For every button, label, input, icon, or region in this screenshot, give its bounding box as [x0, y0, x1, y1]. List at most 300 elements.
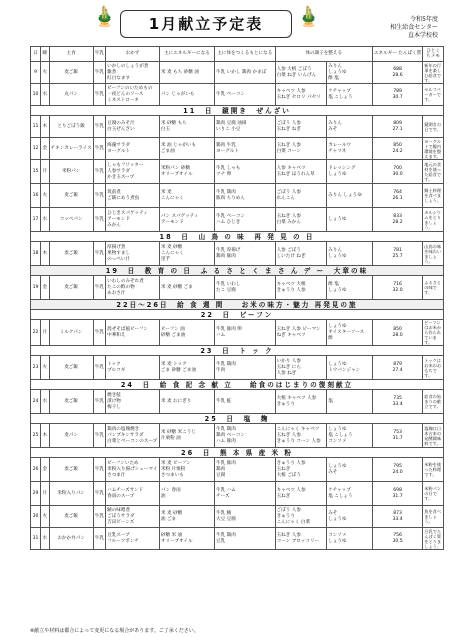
dish-cell-line: ビーフンいため: [107, 460, 139, 466]
seasoning-cell-line: しょうゆ: [328, 463, 347, 469]
col-day: 日: [31, 47, 41, 62]
memo-cell: 塩麹は日本古来の発酵調味料です。: [423, 424, 444, 448]
seasoning-cell-line: 塩 こしょう: [328, 493, 353, 499]
conditioning-ingredients-cell-line: こんにゃく キャベツ: [276, 426, 320, 432]
milk-cell: 牛乳: [93, 424, 105, 448]
conditioning-ingredients-cell-line: 玉ねぎ 人参: [276, 432, 301, 438]
seasoning-cell: [327, 84, 373, 106]
day-cell: 23: [31, 356, 41, 380]
seasoning-cell-line: しょうゆ: [328, 253, 347, 259]
seasoning-cell-line: みりん: [328, 63, 342, 69]
body-ingredients-cell: [214, 506, 275, 528]
milk-cell: 牛乳: [93, 208, 105, 232]
energy-ingredients-cell-line: ごま油: [160, 148, 175, 154]
nutrition-cell-line: 789: [393, 88, 402, 94]
conditioning-ingredients-cell-line: きゅうり コーン 人参: [276, 438, 321, 444]
conditioning-ingredients-cell-line: ごぼう 人参: [276, 189, 301, 195]
energy-ingredients-cell: [159, 116, 214, 138]
seasoning-cell-line: みりん: [328, 120, 342, 126]
body-ingredients-cell-line: いりこ 小豆: [215, 126, 241, 132]
dish-cell-line: いかしのしょうが煮: [107, 63, 149, 69]
nutrition-cell-line: 809: [393, 120, 402, 126]
weekday-cell: 火: [41, 356, 50, 380]
weekday-cell: 金: [41, 276, 50, 300]
dish-cell-line: 豆腐のみそ汁: [107, 120, 135, 126]
conditioning-ingredients-cell-line: 玉ねぎ 人参: [276, 213, 301, 219]
dish-cell-line: のっぺい汁: [107, 256, 131, 262]
energy-ingredients-cell-line: ごま 砂糖 ごま油: [160, 367, 196, 373]
conditioning-ingredients-cell-line: れんこん: [276, 195, 295, 201]
staple-cell: 米粉入りパン: [49, 482, 93, 506]
dish-cell: [106, 84, 160, 106]
conditioning-ingredients-cell-line: コーン ブロッコリー: [276, 538, 320, 544]
seasoning-cell: [327, 242, 373, 266]
conditioning-ingredients-cell-line: 玉ねぎ 人参 ピーマン: [276, 326, 321, 332]
milk-cell: 牛乳: [93, 160, 105, 184]
seasoning-cell: [327, 458, 373, 482]
day-cell: 18: [31, 242, 41, 266]
body-ingredients-cell: [214, 116, 275, 138]
dish-cell: [106, 356, 160, 380]
body-ingredients-cell: [214, 320, 275, 346]
body-ingredients-cell-line: ハム: [215, 332, 226, 338]
body-ingredients-cell: [214, 184, 275, 208]
conditioning-ingredients-cell-line: しいたけ ねぎ: [276, 253, 306, 259]
day-cell: 22: [31, 320, 41, 346]
energy-ingredients-cell: [159, 390, 214, 414]
staple-cell: コッペパン: [49, 208, 93, 232]
dish-cell: [106, 482, 160, 506]
seasoning-cell-line: 塩 こしょう: [328, 432, 353, 438]
seasoning-cell-line: みそ: [328, 126, 338, 132]
day-cell: 24: [31, 390, 41, 414]
conditioning-ingredients-cell-line: 玉ねぎ セロリ パセリ: [276, 94, 321, 100]
dish-cell-line: 雑煮: [107, 69, 117, 75]
energy-ingredients-cell: [159, 356, 214, 380]
section-band: [31, 448, 444, 458]
seasoning-cell: [327, 506, 373, 528]
dish-cell: [106, 138, 160, 160]
body-ingredients-cell-line: 牛乳 ベーコン: [215, 213, 245, 219]
dish-cell-line: 中華和え: [107, 332, 126, 338]
day-cell: 30: [31, 506, 41, 528]
conditioning-ingredients-cell: [275, 84, 327, 106]
dish-cell-line: ビーフンのいためもの: [107, 85, 153, 91]
nutrition-cell: [372, 356, 422, 380]
conditioning-ingredients-cell: [275, 62, 327, 84]
seasoning-cell: [327, 62, 373, 84]
body-ingredients-cell: [214, 208, 275, 232]
body-ingredients-cell: [214, 62, 275, 84]
menu-table: [30, 46, 444, 550]
dish-cell-line: みかん: [107, 222, 121, 228]
memo-cell: 地元の食材を使った給食です。: [423, 160, 444, 184]
energy-ingredients-cell: [159, 242, 214, 266]
conditioning-ingredients-cell-line: 玉ねぎ にら: [276, 364, 301, 370]
kadomatsu-decoration-icon: 🎍: [92, 4, 117, 28]
memo-cell: 魚を食べましょう。: [423, 506, 444, 528]
energy-ingredients-cell-line: 米 麦 ビーフン: [160, 460, 191, 466]
energy-ingredients-cell: [159, 506, 214, 528]
seasoning-cell: [327, 356, 373, 380]
body-ingredients-cell-line: たこ 豆腐: [215, 287, 236, 293]
dish-cell: [106, 424, 160, 448]
conditioning-ingredients-cell: [275, 184, 327, 208]
body-ingredients-cell: [214, 276, 275, 300]
energy-ingredients-cell-line: パン 春雨: [160, 487, 181, 493]
nutrition-cell-line: 31.7: [392, 435, 403, 441]
day-cell: 29: [31, 482, 41, 506]
conditioning-ingredients-cell-line: 玉ねぎ ねぎ: [276, 126, 301, 132]
memo-cell: 給食の始まりの献立です。: [423, 390, 444, 414]
conditioning-ingredients-cell: [275, 320, 327, 346]
nutrition-cell: [372, 424, 422, 448]
nutrition-cell-line: 27.4: [392, 367, 403, 373]
staple-cell: 麦ご飯: [49, 390, 93, 414]
nutrition-cell-line: 735: [393, 395, 402, 401]
body-ingredients-cell-line: チーズ: [215, 493, 230, 499]
energy-ingredients-cell-line: 米粉パン 砂糖: [160, 165, 190, 171]
conditioning-ingredients-cell: [275, 528, 327, 550]
dish-cell-line: 春雨のスープ: [107, 493, 135, 499]
energy-ingredients-cell: [159, 84, 214, 106]
dish-cell: [106, 390, 160, 414]
dish-cell-line: 海藻サラダ: [107, 142, 131, 148]
dish-cell-line: 白菜とベーコンのスープ: [107, 438, 158, 444]
conditioning-ingredients-cell: [275, 116, 327, 138]
conditioning-ingredients-cell-line: 玉ねぎ: [276, 466, 291, 472]
conditioning-ingredients-cell: [275, 160, 327, 184]
nutrition-cell-line: 873: [393, 510, 402, 516]
dish-cell-line: ごぼうサラダ: [107, 513, 135, 519]
body-ingredients-cell-line: ヨーグルト: [215, 148, 239, 154]
seasoning-cell-line: コンソメ: [328, 532, 347, 538]
band-label: 19 日 教 育 の 日 ふ る さ と く ま さ ん デ ー 大章の味: [31, 266, 444, 276]
staple-cell: 麦ご飯: [49, 506, 93, 528]
seasoning-cell-line: しょうゆ: [328, 516, 347, 522]
weekday-cell: 金: [41, 458, 50, 482]
day-cell: 16: [31, 184, 41, 208]
dish-cell-line: 鯖の味噌煮: [107, 507, 131, 513]
menu-row: [31, 184, 444, 208]
day-cell: 11: [31, 116, 41, 138]
dish-cell: [106, 62, 160, 84]
nutrition-cell-line: 833: [393, 213, 402, 219]
energy-ingredients-cell: [159, 160, 214, 184]
section-band: [31, 414, 444, 424]
col-ing-red: 主にエネルギーになる: [159, 47, 214, 62]
band-label: 24 日 給 食 記 念 献 立 給食のはじまりの復刻献立: [31, 380, 444, 390]
body-ingredients-cell: [214, 138, 275, 160]
body-ingredients-cell: [214, 390, 275, 414]
dish-cell-line: 焼き鮭: [107, 392, 121, 398]
conditioning-ingredients-cell-line: キャベツ 大根: [276, 281, 306, 287]
memo-cell: 豆乳でたんぱく質をとりましょう。: [423, 528, 444, 550]
body-ingredients-cell: [214, 242, 275, 266]
staple-cell: 米粉パン: [49, 160, 93, 184]
dish-cell-line: 紅白なます: [107, 75, 131, 81]
organization-info: [390, 16, 438, 40]
dish-cell-line: 梅干し: [107, 404, 121, 410]
nutrition-cell-line: 26.1: [392, 195, 403, 201]
nutrition-cell-line: 698: [393, 487, 402, 493]
energy-ingredients-cell: [159, 458, 214, 482]
conditioning-ingredients-cell-line: 白菜 ねぎ いんげん: [276, 72, 317, 78]
dish-cell-line: 米粉入り揚げシューマイ: [107, 466, 158, 472]
energy-ingredients-cell-line: こんにゃく: [160, 250, 184, 256]
nutrition-cell-line: 33.4: [392, 516, 403, 522]
dish-cell: [106, 320, 160, 346]
milk-cell: 牛乳: [93, 62, 105, 84]
conditioning-ingredients-cell-line: 白菜 コーン: [276, 148, 301, 154]
dish-cell-line: 漬け物: [107, 398, 121, 404]
conditioning-ingredients-cell: [275, 242, 327, 266]
band-label: 18 日 山 鳥 の 味 再 発 見 の 日: [31, 232, 444, 242]
seasoning-cell-line: カレールウ: [328, 142, 352, 148]
weekday-cell: 月: [41, 482, 50, 506]
weekday-cell: 水: [41, 208, 50, 232]
body-ingredients-cell-line: 鶏肉 豚肉: [215, 253, 236, 259]
energy-ingredients-cell: [159, 276, 214, 300]
col-milk: 牛乳: [93, 47, 105, 62]
seasoning-cell-line: しょうゆ: [328, 361, 347, 367]
seasoning-cell: [327, 116, 373, 138]
conditioning-ingredients-cell-line: いかり 人参: [276, 358, 301, 364]
body-ingredients-cell-line: 牛乳 鶏肉: [215, 361, 236, 367]
day-cell: 10: [31, 84, 41, 106]
day-cell: 12: [31, 138, 41, 160]
menu-row: [31, 242, 444, 266]
weekday-cell: 水: [41, 84, 50, 106]
dish-cell-line: パンプキンサラダ: [107, 432, 144, 438]
conditioning-ingredients-cell-line: ごぼう 人参: [276, 507, 301, 513]
energy-ingredients-cell-line: 米 油 じゃがいも: [160, 142, 196, 148]
seasoning-cell-line: しょうゆ: [328, 426, 347, 432]
conditioning-ingredients-cell-line: きゅうり 人参: [276, 460, 306, 466]
conditioning-ingredients-cell-line: 玉ねぎ ほうれん草: [276, 171, 315, 177]
col-staple: 主食: [49, 47, 93, 62]
menu-row: [31, 208, 444, 232]
seasoning-cell-line: しょうゆ: [328, 323, 347, 329]
conditioning-ingredients-cell-line: 大根 キャベツ 人参: [276, 395, 317, 401]
memo-cell: ビーフンはお米から作られています。: [423, 320, 444, 346]
seasoning-cell-line: 酢 塩: [328, 75, 339, 81]
energy-ingredients-cell: [159, 184, 214, 208]
seasoning-cell-line: しょうゆ: [328, 171, 347, 177]
nutrition-cell-line: 28.2: [392, 219, 403, 225]
menu-row: [31, 160, 444, 184]
body-ingredients-cell: [214, 528, 275, 550]
col-ing-green: 体の調子を整える: [275, 47, 372, 62]
body-ingredients-cell-line: 牛乳 ハム: [215, 487, 236, 493]
dish-cell-line: ご飯にあう煮魚: [107, 195, 140, 201]
memo-cell: ふるさとの味です。: [423, 276, 444, 300]
menu-row: [31, 138, 444, 160]
nutrition-cell: [372, 138, 422, 160]
band-label: 23 日 ト ッ ク: [31, 346, 444, 356]
memo-cell: 山鳥の味を味わいましょう。: [423, 242, 444, 266]
staple-cell: 麦ご飯: [49, 184, 93, 208]
conditioning-ingredients-cell-line: 白菜 みかん: [276, 219, 301, 225]
dish-cell-line: ミネストローネ: [107, 97, 140, 103]
body-ingredients-cell-line: 鶏肉 牛乳: [215, 142, 236, 148]
body-ingredients-cell: [214, 356, 275, 380]
seasoning-cell-line: コンソメ: [328, 438, 347, 444]
col-dow: 曜: [41, 47, 50, 62]
nutrition-cell-line: 30.0: [392, 171, 403, 177]
body-ingredients-cell-line: 大豆 豆腐: [215, 516, 236, 522]
energy-ingredients-cell: [159, 62, 214, 84]
conditioning-ingredients-cell-line: 人参 ごぼう: [276, 247, 301, 253]
weekday-cell: 木: [41, 242, 50, 266]
dish-cell: [106, 160, 160, 184]
body-ingredients-cell-line: 豆腐: [215, 472, 226, 478]
dish-cell-line: いわしのみぞれ煮: [107, 278, 144, 284]
nutrition-cell-line: 688: [393, 66, 402, 72]
energy-ingredients-cell: [159, 138, 214, 160]
milk-cell: 牛乳: [93, 138, 105, 160]
energy-ingredients-cell-line: 米 砂糖 もち: [160, 120, 187, 126]
body-ingredients-cell-line: 牛乳 しゃも: [215, 165, 241, 171]
dish-cell-line: さつま汁: [107, 472, 126, 478]
weekday-cell: 月: [41, 320, 50, 346]
energy-ingredients-cell-line: 米 麦 おにぎり: [160, 398, 192, 404]
menu-row: [31, 320, 444, 346]
nutrition-cell-line: 850: [393, 326, 402, 332]
weekday-cell: 火: [41, 184, 50, 208]
seasoning-cell-line: しょうゆ: [328, 216, 347, 222]
memo-cell: ヨーグルトで腸内環境を整えます。: [423, 138, 444, 160]
seasoning-cell-line: みりん しょうゆ: [328, 192, 362, 198]
band-label: 26 日 熊 本 県 産 米 粉: [31, 448, 444, 458]
dish-cell-line: ひじきスパゲッティ: [107, 210, 148, 216]
seasoning-cell-line: 酢 塩: [328, 281, 339, 287]
menu-row: [31, 116, 444, 138]
dish-cell: [106, 506, 160, 528]
col-ing-yellow: 主に体をつくるもとになる: [214, 47, 275, 62]
nutrition-cell: [372, 184, 422, 208]
memo-cell: カルシウムをとりましょう。: [423, 208, 444, 232]
body-ingredients-cell-line: 牛乳 鶏肉: [215, 189, 236, 195]
body-ingredients-cell-line: 牛乳 鯖: [215, 510, 232, 516]
seasoning-cell: [327, 160, 373, 184]
body-ingredients-cell-line: 豆乳: [215, 538, 226, 544]
body-ingredients-cell: [214, 160, 275, 184]
energy-ingredients-cell-line: 油 ごま: [160, 516, 177, 522]
nutrition-cell-line: 716: [393, 281, 402, 287]
day-cell: 9: [31, 62, 41, 84]
nutrition-cell-line: 24.0: [392, 469, 403, 475]
body-ingredients-cell-line: 牛乳 鶏肉: [215, 426, 236, 432]
nutrition-cell: [372, 482, 422, 506]
nutrition-cell-line: 781: [393, 247, 402, 253]
dish-cell: [106, 276, 160, 300]
dish-cell-line: 厚揚げ煮: [107, 244, 126, 250]
body-ingredients-cell-line: 鶏肉: [215, 466, 226, 472]
nutrition-cell: [372, 62, 422, 84]
nutrition-cell: [372, 320, 422, 346]
dish-cell-line: アーモンド: [107, 216, 130, 222]
menu-row: [31, 356, 444, 380]
menu-row: [31, 528, 444, 550]
seasoning-cell-line: しょうゆ: [328, 538, 347, 544]
milk-cell: 牛乳: [93, 320, 105, 346]
energy-ingredients-cell-line: パン じゃがいも: [160, 91, 195, 97]
staple-cell: 丸パン: [49, 84, 93, 106]
body-ingredients-cell-line: 牛乳 豚肉: [215, 460, 236, 466]
staple-cell: 麦パン: [49, 424, 93, 448]
dish-cell: [106, 242, 160, 266]
weekday-cell: 金: [41, 138, 50, 160]
menu-row: [31, 62, 444, 84]
body-ingredients-cell: [214, 424, 275, 448]
conditioning-ingredients-cell: [275, 356, 327, 380]
seasoning-cell-line: 酢: [328, 335, 333, 341]
energy-ingredients-cell-line: 白玉: [160, 126, 171, 132]
seasoning-cell: [327, 276, 373, 300]
seasoning-cell-line: みりん: [328, 247, 342, 253]
dish-cell: [106, 184, 160, 208]
body-ingredients-cell-line: 豚肉 ちりめん: [215, 195, 245, 201]
memo-cell: トックはお米のおもちです。: [423, 356, 444, 380]
body-ingredients-cell-line: ハム 豚肉: [215, 438, 236, 444]
dish-cell-line: 一夜どんのソース: [107, 91, 144, 97]
nutrition-cell-line: 28.6: [392, 72, 403, 78]
section-band: [31, 300, 444, 310]
nutrition-cell-line: 30.7: [392, 94, 403, 100]
memo-cell: 米粉を使った料理です。: [423, 458, 444, 482]
milk-cell: 牛乳: [93, 356, 105, 380]
energy-ingredients-cell-line: オリーブオイル: [160, 538, 193, 544]
section-band: [31, 310, 444, 320]
section-band: [31, 346, 444, 356]
conditioning-ingredients-cell: [275, 482, 327, 506]
staple-cell: 麦ご飯: [49, 62, 93, 84]
energy-ingredients-cell-line: アーモンド: [160, 219, 184, 225]
nutrition-cell: [372, 506, 422, 528]
nutrition-cell: [372, 528, 422, 550]
memo-cell: 米粉パンの日です。: [423, 482, 444, 506]
conditioning-ingredients-cell-line: 玉ねぎ 人参: [276, 142, 301, 148]
conditioning-ingredients-cell-line: キャベツ 人参: [276, 88, 306, 94]
milk-cell: 牛乳: [93, 482, 105, 506]
seasoning-cell: [327, 424, 373, 448]
conditioning-ingredients-cell-line: ごぼう 人参: [276, 120, 301, 126]
seasoning-cell-line: チャツネ: [328, 148, 347, 154]
body-ingredients-cell: [214, 482, 275, 506]
nutrition-cell-line: 795: [393, 463, 402, 469]
seasoning-cell-line: ケチャップ: [328, 487, 351, 493]
energy-ingredients-cell-line: 砂糖 ごま油: [160, 332, 186, 338]
body-ingredients-cell-line: 鶏肉 ベーコン: [215, 432, 245, 438]
staple-cell: ミルクパン: [49, 320, 93, 346]
energy-ingredients-cell: [159, 320, 214, 346]
kadomatsu-decoration-icon: 🎍: [296, 4, 321, 28]
seasoning-cell-line: みそ: [328, 469, 338, 475]
body-ingredients-cell: [214, 84, 275, 106]
conditioning-ingredients-cell: [275, 138, 327, 160]
band-label: 22日～26日 給 食 週 間 お米の味方・魅力 再発見の旅: [31, 300, 444, 310]
nutrition-cell-line: 33.4: [392, 401, 403, 407]
energy-ingredients-cell-line: 砂糖 米 油: [160, 532, 183, 538]
weekday-cell: 木: [41, 116, 50, 138]
dish-cell: [106, 208, 160, 232]
conditioning-ingredients-cell-line: 人参 大根 ごぼう: [276, 66, 312, 72]
energy-ingredients-cell-line: 片栗粉 油: [160, 435, 181, 441]
staple-cell: チキンカレーライス: [49, 138, 93, 160]
menu-row: [31, 506, 444, 528]
milk-cell: 牛乳: [93, 528, 105, 550]
